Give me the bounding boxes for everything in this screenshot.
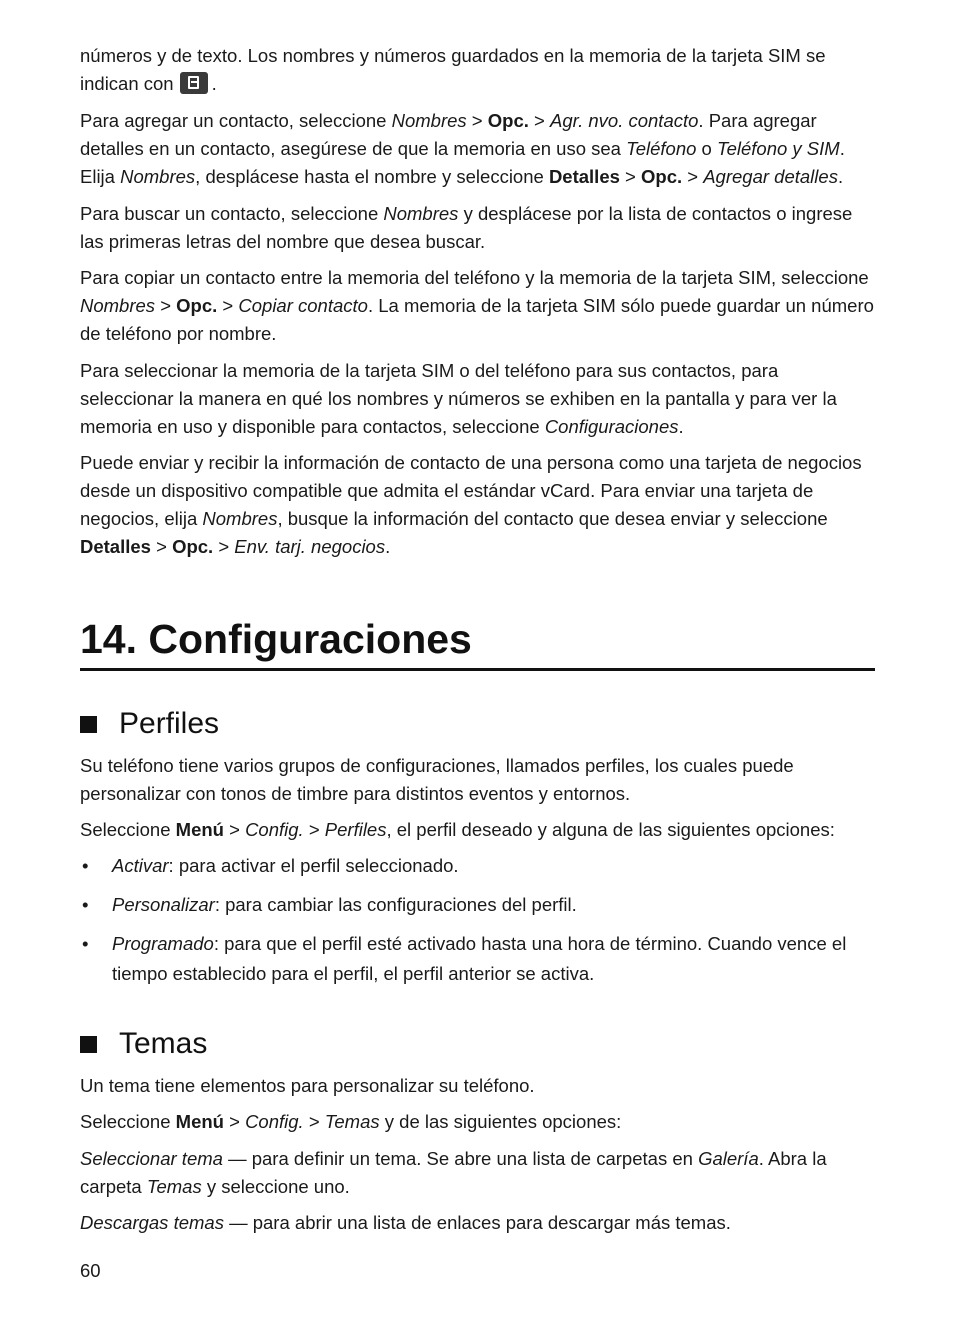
list-item: • Activar: para activar el perfil seleccionado. <box>80 851 875 881</box>
paragraph-copy-contact: Para copiar un contacto entre la memoria del teléfono y la memoria de la tarjeta SIM, seleccione Nombres > Opc. > Copiar contacto. La memoria de la tarjeta SIM sólo puede guardar un número de teléfono por nombre. <box>80 267 874 344</box>
section-square-icon <box>80 716 97 733</box>
paragraph-perfiles-intro: Su teléfono tiene varios grupos de configuraciones, llamados perfiles, los cuales puede personalizar con tonos de timbre para distintos eventos y entornos. <box>80 755 794 804</box>
bullet-icon: • <box>82 894 89 915</box>
paragraph-search-contact: Para buscar un contacto, seleccione Nombres y desplácese por la lista de contactos o ingrese las primeras letras del nombre que desea buscar. <box>80 203 853 252</box>
paragraph-vcard: Puede enviar y recibir la información de contacto de una persona como una tarjeta de negocios desde un dispositivo compatible que admita el estándar vCard. Para enviar una tarjeta de negocios, elija Nombres, busque la información del contacto que desea enviar y seleccione Detalles > Opc. > Env. tarj. negocios. <box>80 452 862 557</box>
paragraph-sim-indicator: números y de texto. Los nombres y números guardados en la memoria de la tarjeta SIM se indican con . <box>80 45 826 94</box>
sim-card-icon <box>180 72 208 94</box>
bullet-icon: • <box>82 933 89 954</box>
chapter-divider <box>80 668 875 671</box>
perfiles-options-list <box>80 851 875 989</box>
section-title-perfiles: Perfiles <box>80 704 219 744</box>
list-item: • Personalizar: para cambiar las configuraciones del perfil. <box>80 890 875 920</box>
page-number: 60 <box>80 1260 101 1281</box>
paragraph-temas-path: Seleccione Menú > Config. > Temas y de las siguientes opciones: <box>80 1111 622 1132</box>
paragraph-temas-intro: Un tema tiene elementos para personalizar su teléfono. <box>80 1075 535 1096</box>
list-item: • Programado: para que el perfil esté activado hasta una hora de término. Cuando vence el tiempo establecido para el perfil, el perfil anterior se activa. <box>80 929 875 989</box>
section-title-temas: Temas <box>80 1024 207 1064</box>
bullet-icon: • <box>82 855 89 876</box>
chapter-title: 14. Configuraciones <box>80 616 472 662</box>
paragraph-memory-settings: Para seleccionar la memoria de la tarjeta SIM o del teléfono para sus contactos, para seleccionar la manera en qué los nombres y números se exhiben en la pantalla y para ver la memoria en uso y disponible para contactos, seleccione Configuraciones. <box>80 360 837 437</box>
paragraph-descargas-temas: Descargas temas — para abrir una lista de enlaces para descargar más temas. <box>80 1212 731 1233</box>
paragraph-add-contact: Para agregar un contacto, seleccione Nombres > Opc. > Agr. nvo. contacto. Para agregar detalles en un contacto, asegúrese de que la memoria en uso sea Teléfono o Teléfono y SIM. Elija Nombres, desplácese hasta el nombre y seleccione Detalles > Opc. > Agregar detalles. <box>80 110 845 187</box>
paragraph-perfiles-path: Seleccione Menú > Config. > Perfiles, el perfil deseado y alguna de las siguientes opciones: <box>80 819 835 840</box>
paragraph-seleccionar-tema: Seleccionar tema — para definir un tema. Se abre una lista de carpetas en Galería. Abra la carpeta Temas y seleccione uno. <box>80 1148 827 1197</box>
section-square-icon <box>80 1036 97 1053</box>
